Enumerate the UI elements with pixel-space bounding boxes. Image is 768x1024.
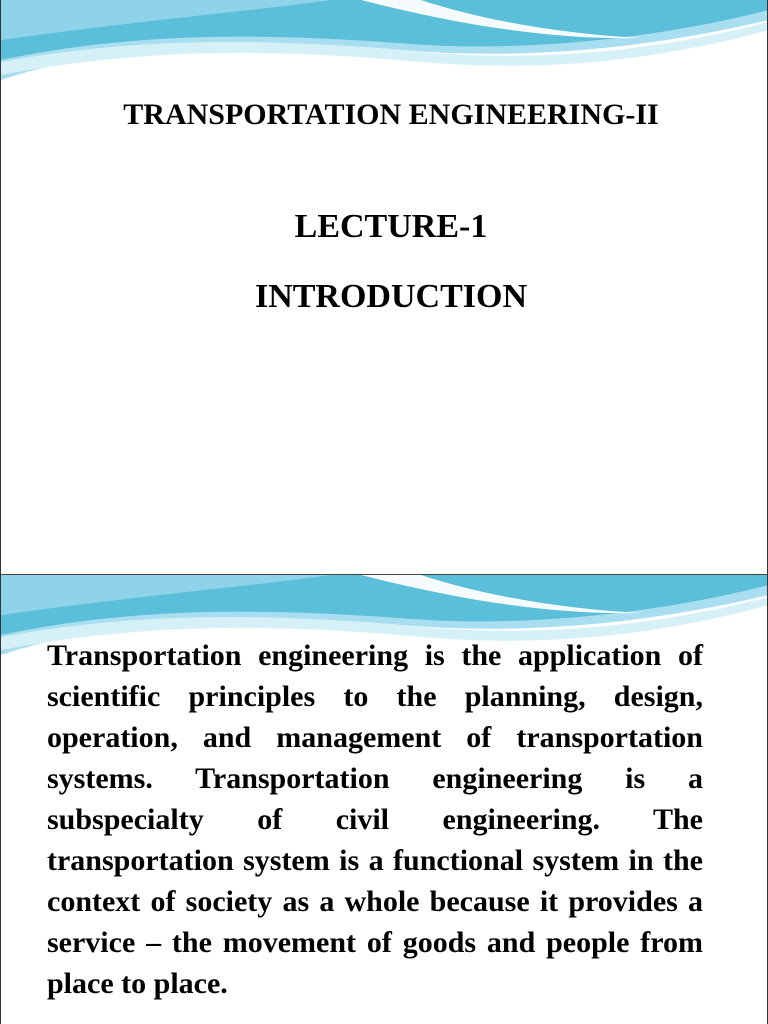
definition-paragraph: Transportation engineering is the application of scientific principles to the planning, design, operation, and management of transportation systems. Transportation engineering is a subspecialty of civil engineering. The transportation system is a functional system in the context of society as a whole because it provides a service – the movement of goods and people from place to place. [47,639,703,1000]
slide-2 [0,575,768,1024]
wave-header-decoration [1,0,768,90]
course-title: TRANSPORTATION ENGINEERING-II [123,98,659,131]
lecture-number: LECTURE-1 [294,208,488,245]
lecture-topic: INTRODUCTION [254,278,528,315]
